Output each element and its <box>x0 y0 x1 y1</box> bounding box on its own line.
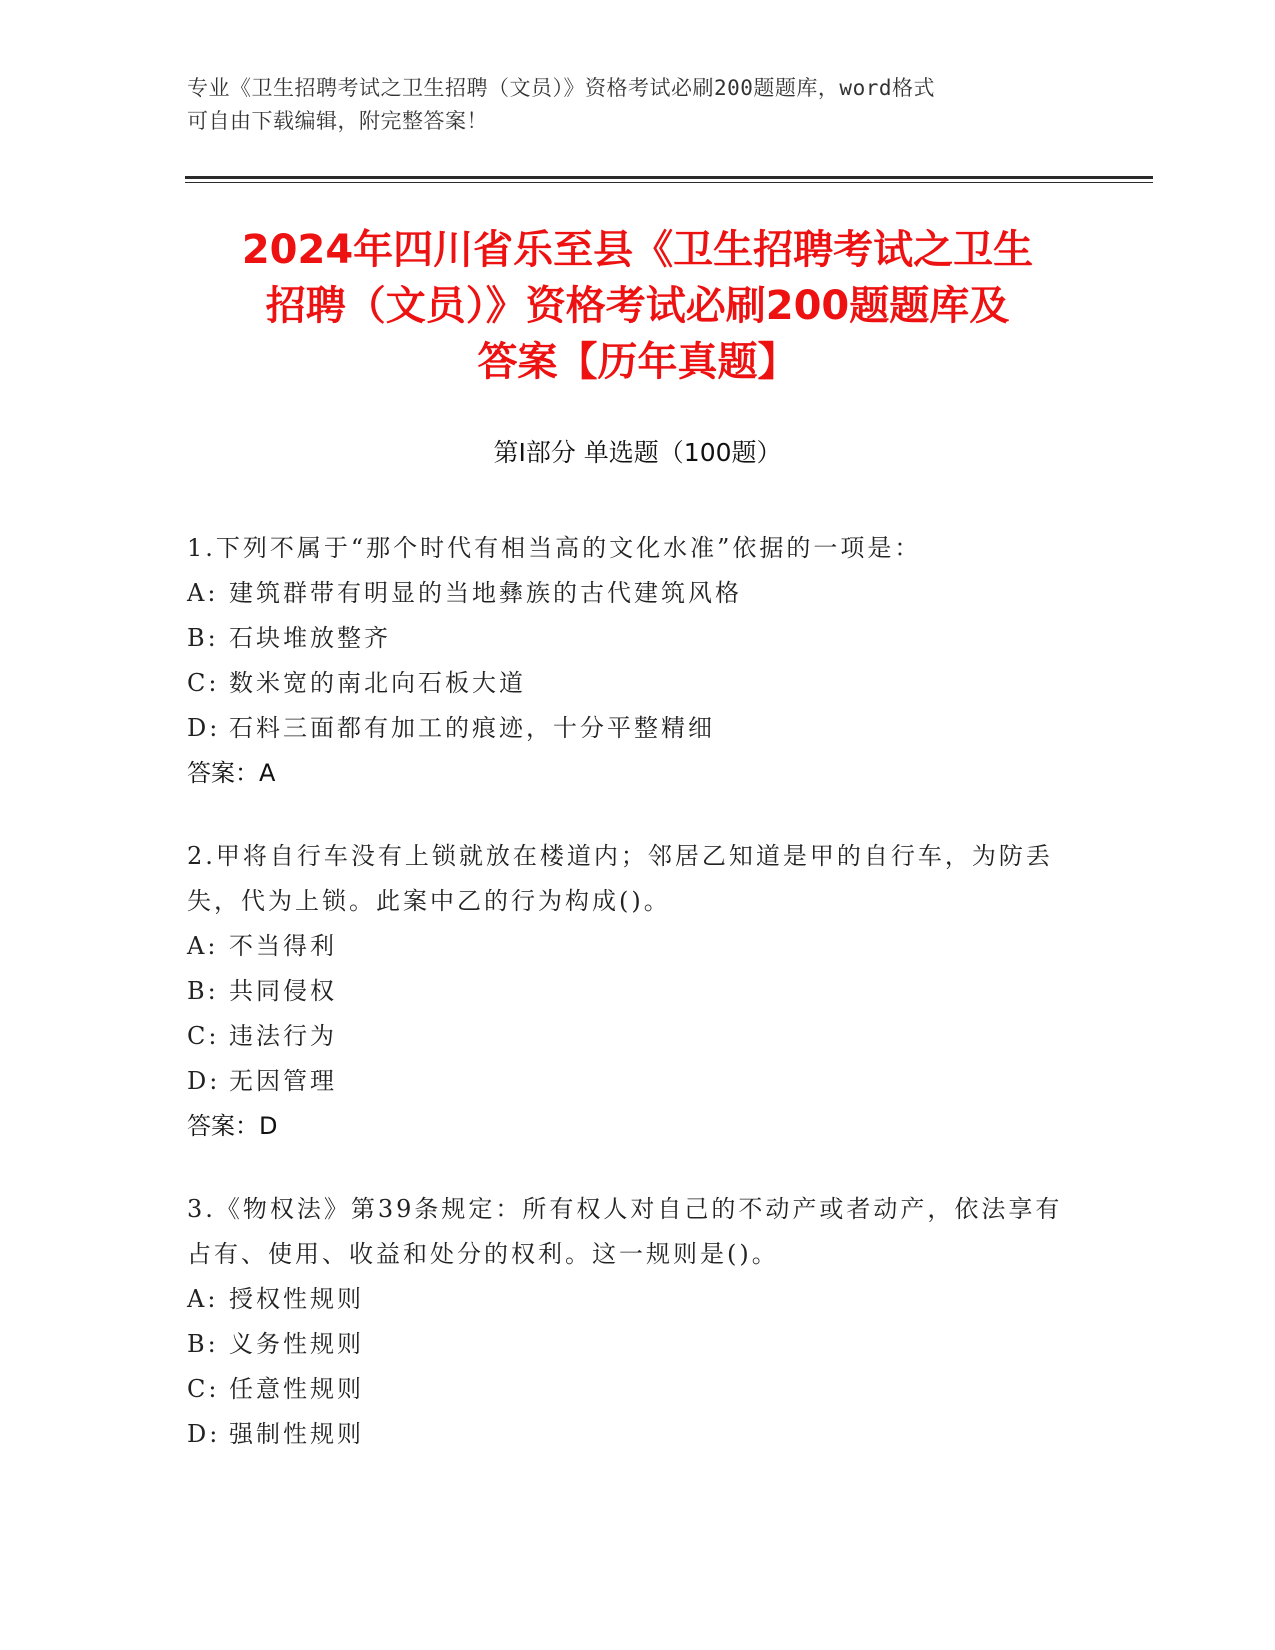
option-key: B: <box>187 624 219 652</box>
option-c <box>187 1014 1087 1059</box>
option-a <box>187 924 1087 969</box>
option-text: 授权性规则 <box>229 1285 364 1313</box>
option-key: D: <box>187 1067 221 1095</box>
option-b <box>187 1322 1087 1367</box>
option-d <box>187 1412 1087 1457</box>
header-note <box>187 72 1087 138</box>
option-key: A: <box>187 1285 219 1313</box>
option-text: 石块堆放整齐 <box>229 624 391 652</box>
option-key: B: <box>187 1330 219 1358</box>
option-b <box>187 969 1087 1014</box>
option-b <box>187 616 1087 661</box>
option-key: D: <box>187 1420 221 1448</box>
question-1 <box>187 526 1087 796</box>
option-c <box>187 661 1087 706</box>
question-stem: 2.甲将自行车没有上锁就放在楼道内；邻居乙知道是甲的自行车，为防丢失，代为上锁。此案中乙的行为构成()。 <box>187 842 1053 915</box>
option-text: 共同侵权 <box>229 977 337 1005</box>
option-key: A: <box>187 932 219 960</box>
header-note-line-2: 可自由下载编辑，附完整答案！ <box>187 109 488 133</box>
option-text: 石料三面都有加工的痕迹，十分平整精细 <box>229 714 715 742</box>
option-text: 任意性规则 <box>229 1375 364 1403</box>
header-rule-thin <box>185 182 1153 183</box>
option-text: 强制性规则 <box>229 1420 364 1448</box>
option-text: 不当得利 <box>229 932 337 960</box>
option-text: 义务性规则 <box>229 1330 364 1358</box>
option-key: A: <box>187 579 219 607</box>
option-key: C: <box>187 1022 220 1050</box>
header-rule-thick <box>185 176 1153 179</box>
option-text: 无因管理 <box>229 1067 337 1095</box>
option-key: C: <box>187 1375 220 1403</box>
question-2 <box>187 834 1087 1149</box>
option-d <box>187 1059 1087 1104</box>
question-stem: 1.下列不属于“那个时代有相当高的文化水准”依据的一项是： <box>187 534 922 562</box>
section-title: 第Ⅰ部分 单选题（100题） <box>493 438 782 467</box>
document-title-line-1: 2024年四川省乐至县《卫生招聘考试之卫生 <box>241 227 1034 273</box>
question-3 <box>187 1187 1087 1457</box>
option-text: 建筑群带有明显的当地彝族的古代建筑风格 <box>229 579 742 607</box>
option-key: B: <box>187 977 219 1005</box>
answer: 答案：D <box>187 1112 278 1140</box>
document-title-line-3: 答案【历年真题】 <box>477 339 798 385</box>
option-a <box>187 1277 1087 1322</box>
question-list <box>187 526 1087 1495</box>
option-text: 违法行为 <box>229 1022 337 1050</box>
answer: 答案：A <box>187 759 276 787</box>
option-d <box>187 706 1087 751</box>
option-c <box>187 1367 1087 1412</box>
option-text: 数米宽的南北向石板大道 <box>229 669 526 697</box>
document-title <box>130 222 1145 390</box>
document-title-line-2: 招聘（文员）》资格考试必刷200题题库及 <box>265 283 1010 329</box>
option-key: D: <box>187 714 221 742</box>
option-a <box>187 571 1087 616</box>
option-key: C: <box>187 669 220 697</box>
header-note-line-1: 专业《卫生招聘考试之卫生招聘（文员）》资格考试必刷200题题库，word格式 <box>187 76 935 100</box>
question-stem: 3.《物权法》第39条规定：所有权人对自己的不动产或者动产，依法享有占有、使用、收益和处分的权利。这一规则是()。 <box>187 1195 1063 1268</box>
